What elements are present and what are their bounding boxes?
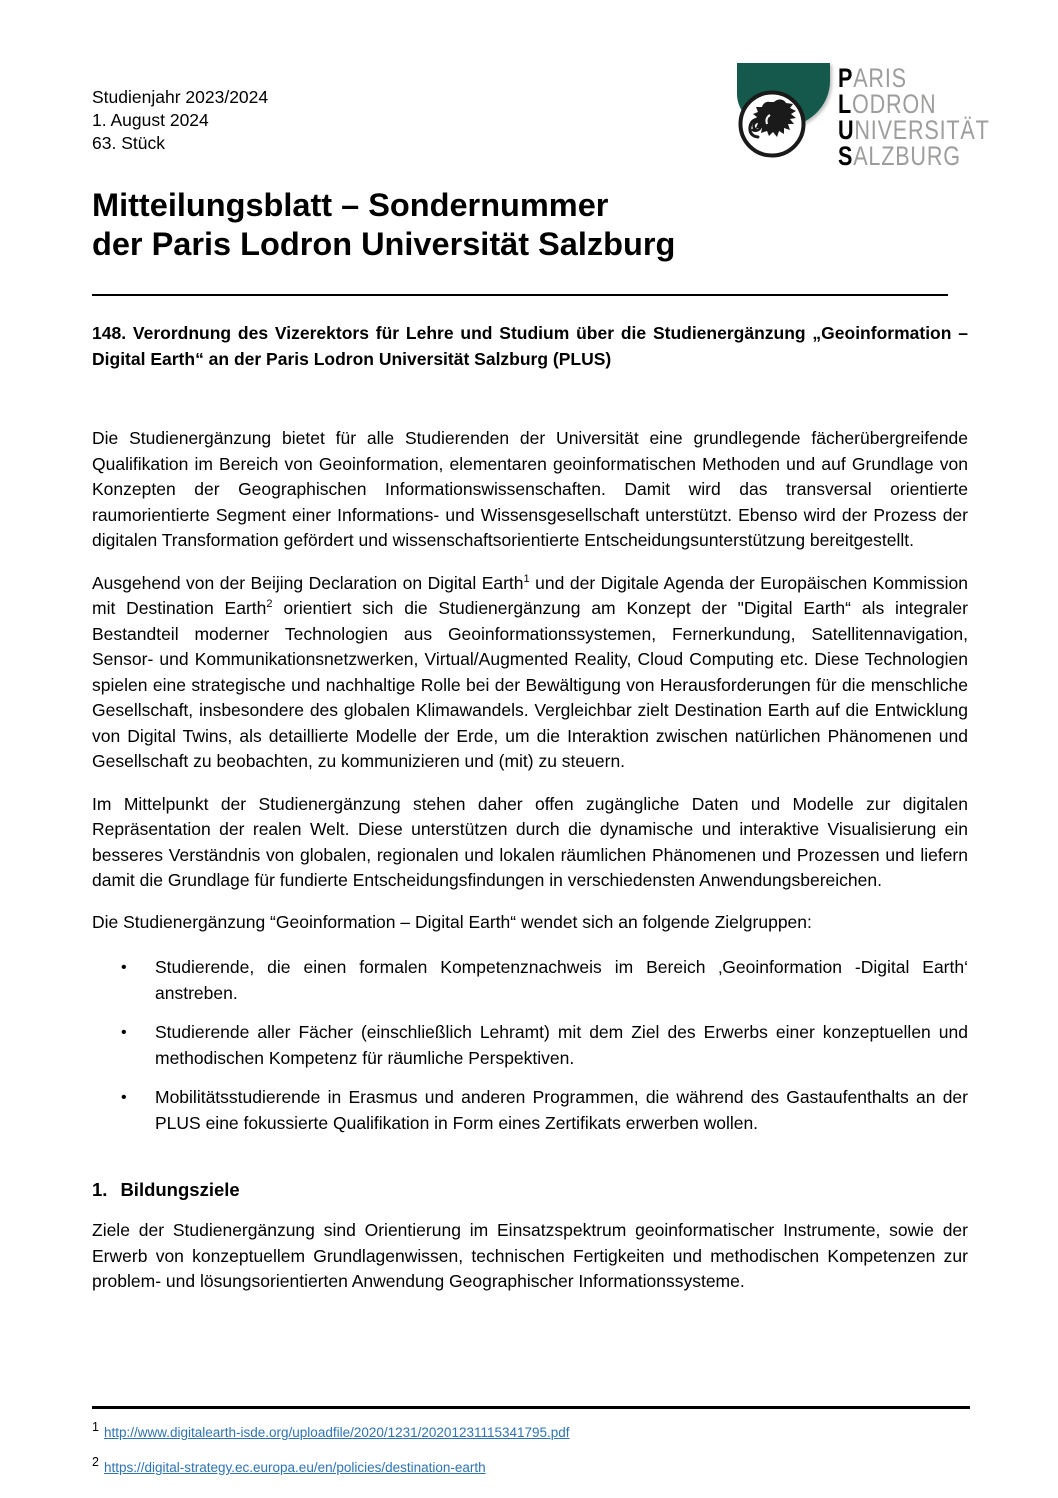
- section-title: Bildungsziele: [120, 1179, 240, 1200]
- list-item: [92, 1085, 968, 1136]
- logo-word-universitaet: UNIVERSITÄT: [838, 115, 990, 145]
- footnote-link-digitalearth[interactable]: http://www.digitalearth-isde.org/uploadfile/2020/1231/20201231115341795.pdf: [103, 1425, 570, 1440]
- university-logo: [731, 63, 1028, 169]
- logo-wordmark: [838, 65, 990, 169]
- publication-title-line1: Mitteilungsblatt – Sondernummer: [92, 187, 609, 223]
- logo-word-salzburg: SALZBURG: [838, 141, 961, 171]
- footnote-marker: 2: [92, 1455, 99, 1469]
- list-item: [92, 1020, 968, 1071]
- logo-word-lodron: LODRON: [838, 89, 937, 119]
- list-item-text: Studierende, die einen formalen Kompetenznachweis im Bereich ‚Geoinformation -Digital Earth‘ anstreben.: [155, 957, 968, 1003]
- footnote-ref-2: 2: [266, 598, 273, 610]
- bullet-icon: •: [121, 959, 127, 976]
- list-item-text: Mobilitätsstudierende in Erasmus und anderen Programmen, die während des Gastaufenthalts an der PLUS eine fokussierte Qualifikation in Form eines Zertifikats erwerben wollen.: [155, 1087, 968, 1133]
- issue-date-line: 1. August 2024: [92, 110, 209, 130]
- document-body: [92, 320, 968, 1295]
- footnote-area: [92, 1406, 970, 1479]
- paragraph-focus: Im Mittelpunkt der Studienergänzung stehen daher offen zugängliche Daten und Modelle zur digitalen Repräsentation der realen Welt. Diese unterstützen durch die dynamische und interaktive Visualisierung ein besseres Verständnis von globalen, regionalen und lokalen räumlichen Phänomenen und Prozessen und liefern damit die Grundlage für fundierte Entscheidungsfindungen in verschiedensten Anwendungsbereichen.: [92, 793, 968, 890]
- issue-number-line: 63. Stück: [92, 133, 165, 153]
- publication-title-line2: der Paris Lodron Universität Salzburg: [92, 226, 676, 262]
- paragraph-background: Ausgehend von der Beijing Declaration on Digital Earth$^1$ und der Digitale Agenda der Europäischen Kommission mit Destination Earth$^2$ orientiert sich die Studienergänzung am Konzept der "Digital Earth“ als integraler Bestandteil moderner Technologien aus Geoinformationssystemen, Fernerkundung, Satellitennavigation, Sensor- und Kommunikationsnetzwerken, Virtual/Augmented Reality, Cloud Computing etc. Diese Technologien spielen eine strategische und nachhaltige Rolle bei der Bewältigung von Herausforderungen für die menschliche Gesellschaft, insbesondere des globalen Klimawandels. Vergleichbar zielt Destination Earth auf die Entwicklung von Digital Twins, als detaillierte Modelle der Erde, um die Interaktion zwischen natürlichen Phänomenen und Gesellschaft zu beobachten, zu kommunizieren und (mit) zu steuern.: [92, 572, 968, 771]
- lion-emblem-icon: [737, 89, 807, 159]
- publication-title: [92, 186, 675, 264]
- footnote-1: [92, 1416, 970, 1444]
- bullet-icon: •: [121, 1089, 127, 1106]
- target-groups-list: [92, 955, 968, 1136]
- decree-heading: 148. Verordnung des Vizerektors für Lehre und Studium über die Studienergänzung „Geoinformation – Digital Earth“ an der Paris Lodron Universität Salzburg (PLUS): [92, 323, 968, 369]
- footnote-marker: 1: [92, 1420, 99, 1434]
- footnote-divider: [92, 1406, 970, 1409]
- footnote-2: [92, 1451, 970, 1479]
- issue-meta-block: [92, 86, 268, 155]
- list-item-text: Studierende aller Fächer (einschließlich Lehramt) mit dem Ziel des Erwerbs einer konzeptuellen und methodischen Kompetenz für räumliche Perspektiven.: [155, 1022, 968, 1068]
- paragraph-intro: Die Studienergänzung bietet für alle Studierenden der Universität eine grundlegende fächerübergreifende Qualifikation im Bereich von Geoinformation, elementaren geoinformatischen Methoden und auf Grundlage von Konzepten der Geographischen Informationswissenschaften. Damit wird das transversal orientierte raumorientierte Segment einer Informations- und Wissensgesellschaft unterstützt. Ebenso wird der Prozess der digitalen Transformation gefördert und wissenschaftsorientierte Entscheidungsunterstützung bereitgestellt.: [92, 428, 968, 550]
- issue-year-line: Studienjahr 2023/2024: [92, 87, 269, 107]
- paragraph-target-groups-intro: Die Studienergänzung “Geoinformation – Digital Earth“ wendet sich an folgende Zielgruppen:: [92, 911, 812, 932]
- paragraph-bildungsziele: Ziele der Studienergänzung sind Orientierung im Einsatzspektrum geoinformatischer Instrumente, sowie der Erwerb von konzeptuellem Grundlagenwissen, technischen Fertigkeiten und methodischen Kompetenzen zur problem- und lösungsorientierten Anwendung Geographischer Informationssysteme.: [92, 1220, 968, 1291]
- logo-word-paris: PARIS: [838, 63, 907, 93]
- title-divider: [92, 294, 948, 296]
- section-heading-bildungsziele: [92, 1178, 968, 1202]
- footnote-link-destination-earth[interactable]: https://digital-strategy.ec.europa.eu/en/policies/destination-earth: [103, 1460, 486, 1475]
- footnote-ref-1: 1: [523, 572, 530, 585]
- bullet-icon: •: [121, 1024, 127, 1041]
- list-item: [92, 955, 968, 1006]
- section-number: 1.: [92, 1179, 108, 1200]
- logo-mark: [731, 63, 830, 156]
